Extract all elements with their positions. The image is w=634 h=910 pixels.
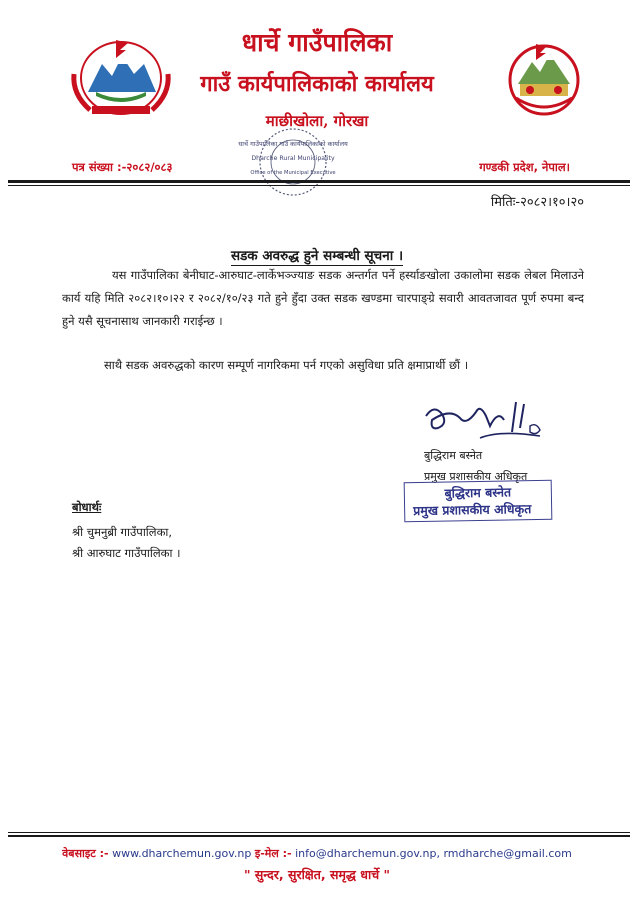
header-divider-thin [8,185,630,186]
letter-number: पत्र संख्या :-२०८२/०८३ [72,160,173,174]
signature-icon [420,398,550,446]
stamp-name: बुद्धिराम बस्नेत [444,484,512,501]
notice-subject-text: सडक अवरुद्ध हुने सम्बन्धी सूचना । [230,248,404,264]
office-location: माछीखोला, गोरखा [265,112,369,130]
stamp-title: प्रमुख प्रशासकीय अधिकृत [413,501,532,519]
bodharth-heading: बोधार्थः [72,500,102,514]
bodharth-item: श्री चुमनुब्री गाउँपालिका, [72,525,173,539]
notice-subject [0,246,634,264]
header-divider [8,180,630,183]
seal-text-outer: Dharche Rural Municipality [251,155,335,162]
footer-divider-thick [8,835,630,837]
letter-date: मितिः-२०८२।१०।२० [490,195,584,210]
seal-text-np: धार्चे गाउँपालिका गाउँ कार्यपालिकाको कार्यालय [238,140,348,148]
province-label: गण्डकी प्रदेश, नेपाल। [479,160,570,174]
notice-paragraph-1: यस गाउँपालिका बेनीघाट-आरुघाट-लार्केभञ्ज्याङ सडक अन्तर्गत पर्ने हर्स्याङखोला उकालोमा सडक लेबल मिलाउने कार्य यहि मिति २०८२।१०।२२ र २०८२/१०/२३ गते हुने हुँदा उक्त सडक खण्डमा चारपाङ्ग्रे सवारी आवतजावत पूर्ण रुपमा बन्द हुने यसै सूचनासाथ जानकारी गराईन्छ । [62,268,584,328]
footer-divider [8,832,630,833]
email-links[interactable]: info@dharchemun.gov.np, rmdharche@gmail.com [295,847,572,860]
footer-contact [0,846,634,861]
office-title: गाउँ कार्यपालिकाको कार्यालय [200,71,434,97]
signatory-name: बुद्धिराम बस्नेत [424,449,483,462]
municipality-title: धार्चे गाउँपालिका [241,28,393,57]
seal-text-inner: Office of the Municipal Executive [250,170,336,176]
footer-slogan: " सुन्दर, सुरक्षित, समृद्ध धार्चे " [243,867,390,882]
notice-paragraph-2: साथै सडक अवरुद्धको कारण सम्पूर्ण नागरिकमा पर्न गएको असुविधा प्रति क्षमाप्रार्थी छौं । [104,358,469,372]
signatory-title: प्रमुख प्रशासकीय अधिकृत [424,470,528,483]
website-link[interactable]: www.dharchemun.gov.np [112,847,252,860]
signatory-stamp [404,480,553,523]
bodharth-item: श्री आरुघाट गाउँपालिका । [72,546,181,560]
office-seal-icon [238,122,348,200]
email-label: इ-मेल :- [254,847,292,860]
website-label: वेबसाइट :- [62,847,109,860]
